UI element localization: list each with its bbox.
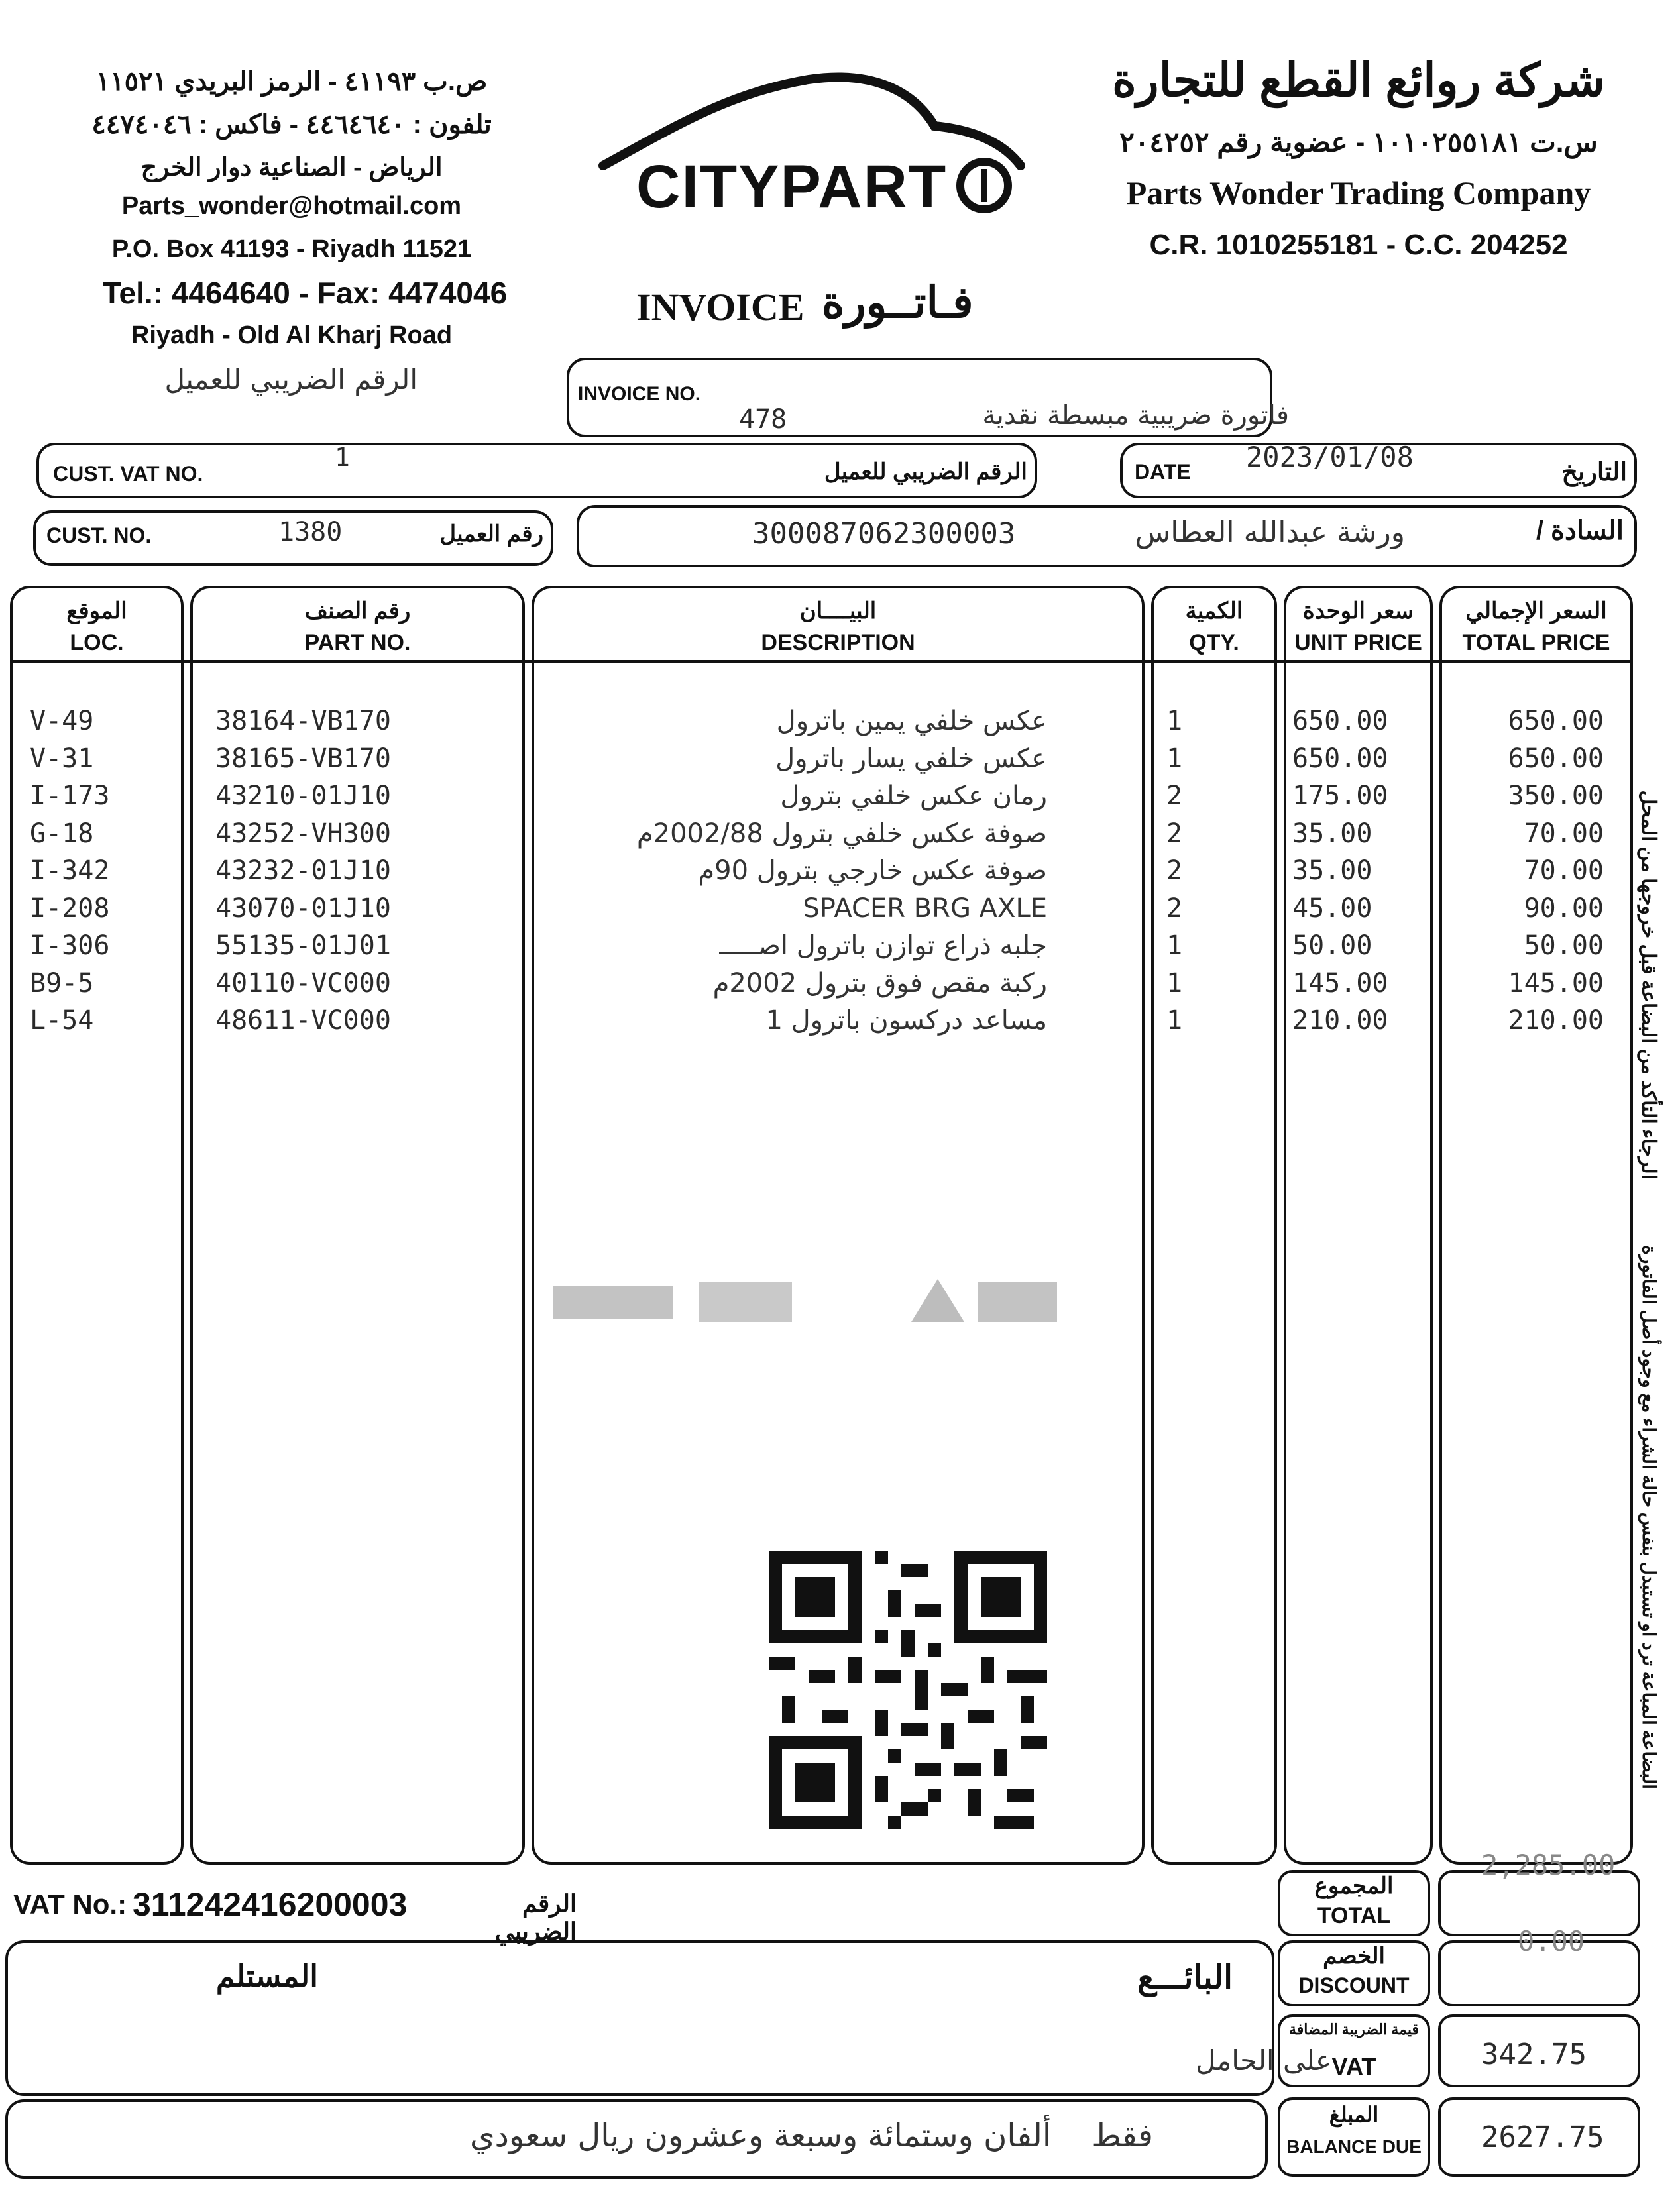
vat-number: 311242416200003 bbox=[133, 1886, 408, 1923]
company-name-en: Parts Wonder Trading Company bbox=[1126, 174, 1591, 211]
customer-vat-number: 300087062300003 bbox=[752, 517, 1016, 551]
vat-label: VAT bbox=[1331, 2053, 1376, 2080]
date-label-ar: التاريخ bbox=[1561, 459, 1627, 486]
total-value: 2,285.00 bbox=[1481, 1849, 1616, 1881]
company-name-ar: شركة روائع القطع للتجارة bbox=[1112, 54, 1605, 106]
cell-part: 48611-VC000 bbox=[215, 1005, 391, 1036]
cell-unit: 50.00 bbox=[1292, 930, 1372, 961]
vat-label-ar: قيمة الضريبة المضافة bbox=[1288, 2021, 1420, 2038]
logo-text: CITYPART bbox=[636, 153, 948, 221]
side-note-top: الرجاء التأكد من البضاعة قبل خروجها من المحل bbox=[1638, 790, 1659, 1180]
invoice-number: 478 bbox=[739, 404, 787, 435]
cell-qty: 1 bbox=[1166, 967, 1183, 999]
header-loc-ar: الموقع bbox=[66, 598, 127, 624]
cell-part: 38164-VB170 bbox=[215, 706, 391, 736]
balance-label-ar: المبلغ bbox=[1329, 2103, 1379, 2126]
cell-desc: SPACER BRG AXLE bbox=[803, 893, 1047, 924]
cell-qty: 2 bbox=[1166, 893, 1183, 924]
cell-desc: جلبه ذراع توازن باترول اصـــــ bbox=[719, 930, 1047, 961]
header-unit: UNIT PRICE bbox=[1294, 630, 1422, 655]
invoice-title-ar: فـاتــورة bbox=[822, 278, 974, 327]
cell-loc: I-306 bbox=[30, 930, 110, 961]
cell-total: 70.00 bbox=[1524, 818, 1604, 849]
cell-part: 43210-01J10 bbox=[215, 781, 391, 811]
invoice-number-label: INVOICE NO. bbox=[578, 383, 701, 405]
cell-part: 43252-VH300 bbox=[215, 818, 391, 849]
cell-part: 43070-01J10 bbox=[215, 893, 391, 924]
company-address-ar: الرياض - الصناعية دوار الخرج bbox=[140, 154, 443, 182]
header-desc-ar: البيــــان bbox=[799, 598, 877, 624]
cell-part: 38165-VB170 bbox=[215, 743, 391, 774]
header-qty-ar: الكمية bbox=[1185, 598, 1243, 624]
header-part-ar: رقم الصنف bbox=[304, 598, 411, 624]
header-part: PART NO. bbox=[304, 630, 411, 655]
cell-qty: 2 bbox=[1166, 781, 1183, 811]
customer-name: ورشة عبدالله العطاس bbox=[1135, 516, 1405, 549]
company-pobox-en: P.O. Box 41193 - Riyadh 11521 bbox=[111, 235, 472, 263]
cell-part: 55135-01J01 bbox=[215, 930, 391, 961]
cell-total: 50.00 bbox=[1524, 930, 1604, 961]
cell-loc: I-342 bbox=[30, 855, 110, 886]
cell-qty: 1 bbox=[1166, 743, 1183, 774]
vat-number-label-ar: الرقم الضريبي bbox=[495, 1890, 577, 1945]
cell-total: 145.00 bbox=[1508, 967, 1604, 999]
cell-unit: 210.00 bbox=[1292, 1005, 1388, 1036]
cell-unit: 35.00 bbox=[1292, 818, 1372, 849]
header-unit-ar: سعر الوحدة bbox=[1302, 598, 1414, 624]
customer-vat-value: 1 bbox=[335, 443, 350, 472]
cell-unit: 650.00 bbox=[1292, 706, 1388, 736]
cell-qty: 1 bbox=[1166, 706, 1183, 736]
cell-part: 43232-01J10 bbox=[215, 855, 391, 886]
cell-part: 40110-VC000 bbox=[215, 967, 391, 999]
discount-value: 0.00 bbox=[1518, 1925, 1585, 1957]
cell-total: 210.00 bbox=[1508, 1005, 1604, 1036]
date-label: DATE bbox=[1135, 460, 1191, 484]
company-pobox-ar: ص.ب ٤١١٩٣ - الرمز البريدي ١١٥٢١ bbox=[95, 67, 488, 96]
cell-unit: 650.00 bbox=[1292, 743, 1388, 774]
logo-swirl-icon bbox=[954, 156, 1014, 215]
handwritten-customer-vat-label: الرقم الضريبي للعميل bbox=[164, 363, 418, 396]
header-qty: QTY. bbox=[1189, 630, 1239, 655]
cell-unit: 175.00 bbox=[1292, 781, 1388, 811]
cell-qty: 1 bbox=[1166, 930, 1183, 961]
company-phone-ar: تلفون : ٤٤٦٤٦٤٠ - فاكس : ٤٤٧٤٠٤٦ bbox=[91, 110, 492, 139]
column-total bbox=[1439, 586, 1633, 1865]
cell-unit: 145.00 bbox=[1292, 967, 1388, 999]
header-total-ar: السعر الإجمالي bbox=[1465, 598, 1607, 624]
cell-loc: V-31 bbox=[30, 743, 94, 774]
cell-qty: 2 bbox=[1166, 818, 1183, 849]
bearer-label: على الحامل bbox=[1195, 2044, 1332, 2077]
column-loc bbox=[10, 586, 184, 1865]
cell-loc: G-18 bbox=[30, 818, 94, 849]
receiver-label: المستلم bbox=[215, 1959, 318, 1993]
company-address-en: Riyadh - Old Al Kharj Road bbox=[131, 321, 453, 349]
customer-number: 1380 bbox=[278, 517, 343, 547]
cell-desc: مساعد دركسون باترول 1 bbox=[765, 1005, 1047, 1036]
cell-unit: 45.00 bbox=[1292, 893, 1372, 924]
header-loc: LOC. bbox=[70, 630, 124, 655]
cell-loc: L-54 bbox=[30, 1005, 94, 1036]
balance-label: BALANCE DUE bbox=[1286, 2136, 1422, 2157]
customer-vat-label-ar: الرقم الضريبي للعميل bbox=[824, 459, 1027, 484]
company-email: Parts_wonder@hotmail.com bbox=[121, 192, 462, 220]
cell-total: 350.00 bbox=[1508, 781, 1604, 811]
column-unit bbox=[1284, 586, 1433, 1865]
customer-number-label-ar: رقم العميل bbox=[439, 522, 543, 547]
column-part bbox=[190, 586, 525, 1865]
qr-code-icon bbox=[769, 1551, 1047, 1829]
column-qty bbox=[1151, 586, 1277, 1865]
cell-loc: I-173 bbox=[30, 781, 110, 811]
company-phone-en: Tel.: 4464640 - Fax: 4474046 bbox=[102, 276, 508, 310]
vat-value: 342.75 bbox=[1481, 2038, 1587, 2071]
logo bbox=[596, 66, 1034, 232]
total-label-ar: المجموع bbox=[1314, 1873, 1394, 1898]
cell-loc: B9-5 bbox=[30, 967, 94, 999]
header-total: TOTAL PRICE bbox=[1462, 630, 1610, 655]
side-note-bottom: البضاعة المباعة ترد او تستبدل بنفس حالة الشراء مع وجود أصل الفاتورة bbox=[1639, 1245, 1659, 1789]
amount-in-words: فقط ألفان وستمائة وسبعة وعشرون ريال سعودي bbox=[469, 2117, 1153, 2154]
cell-desc: صوفة عكس خلفي بترول 2002/88م bbox=[636, 818, 1047, 849]
cell-total: 70.00 bbox=[1524, 855, 1604, 886]
invoice-title-en: INVOICE bbox=[636, 286, 805, 329]
watermark-logo bbox=[540, 1272, 1137, 1332]
cell-total: 650.00 bbox=[1508, 706, 1604, 736]
customer-label-ar: السادة / bbox=[1536, 516, 1624, 545]
cell-desc: صوفة عكس خارجي بترول 90م bbox=[698, 855, 1047, 886]
total-label: TOTAL bbox=[1317, 1903, 1391, 1928]
vat-number-label: VAT No.: bbox=[13, 1889, 127, 1920]
cell-desc: عكس خلفي يمين باترول bbox=[776, 706, 1047, 736]
table-header-divider bbox=[11, 660, 1632, 663]
discount-label: DISCOUNT bbox=[1298, 1973, 1410, 1997]
balance-value: 2627.75 bbox=[1481, 2120, 1604, 2154]
seller-label: البائـــع bbox=[1137, 1959, 1233, 1996]
customer-vat-label: CUST. VAT NO. bbox=[53, 462, 203, 486]
cell-qty: 2 bbox=[1166, 855, 1183, 886]
date-value: 2023/01/08 bbox=[1246, 441, 1414, 473]
discount-label-ar: الخصم bbox=[1323, 1944, 1385, 1969]
company-cr-ar: س.ت ١٠١٠٢٥٥١٨١ - عضوية رقم ٢٠٤٢٥٢ bbox=[1119, 127, 1598, 158]
cell-total: 90.00 bbox=[1524, 893, 1604, 924]
cell-loc: V-49 bbox=[30, 706, 94, 736]
cell-desc: ركبة مقص فوق بترول 2002م bbox=[712, 967, 1047, 999]
cell-unit: 35.00 bbox=[1292, 855, 1372, 886]
company-cr-en: C.R. 1010255181 - C.C. 204252 bbox=[1149, 229, 1568, 261]
customer-number-label: CUST. NO. bbox=[46, 523, 152, 547]
cell-loc: I-208 bbox=[30, 893, 110, 924]
cell-desc: عكس خلفي يسار باترول bbox=[775, 743, 1047, 774]
cell-desc: رمان عكس خلفي بترول bbox=[780, 781, 1047, 811]
invoice-type: فاتورة ضريبية مبسطة نقدية bbox=[982, 400, 1289, 431]
cell-qty: 1 bbox=[1166, 1005, 1183, 1036]
header-desc: DESCRIPTION bbox=[761, 630, 915, 655]
cell-total: 650.00 bbox=[1508, 743, 1604, 774]
